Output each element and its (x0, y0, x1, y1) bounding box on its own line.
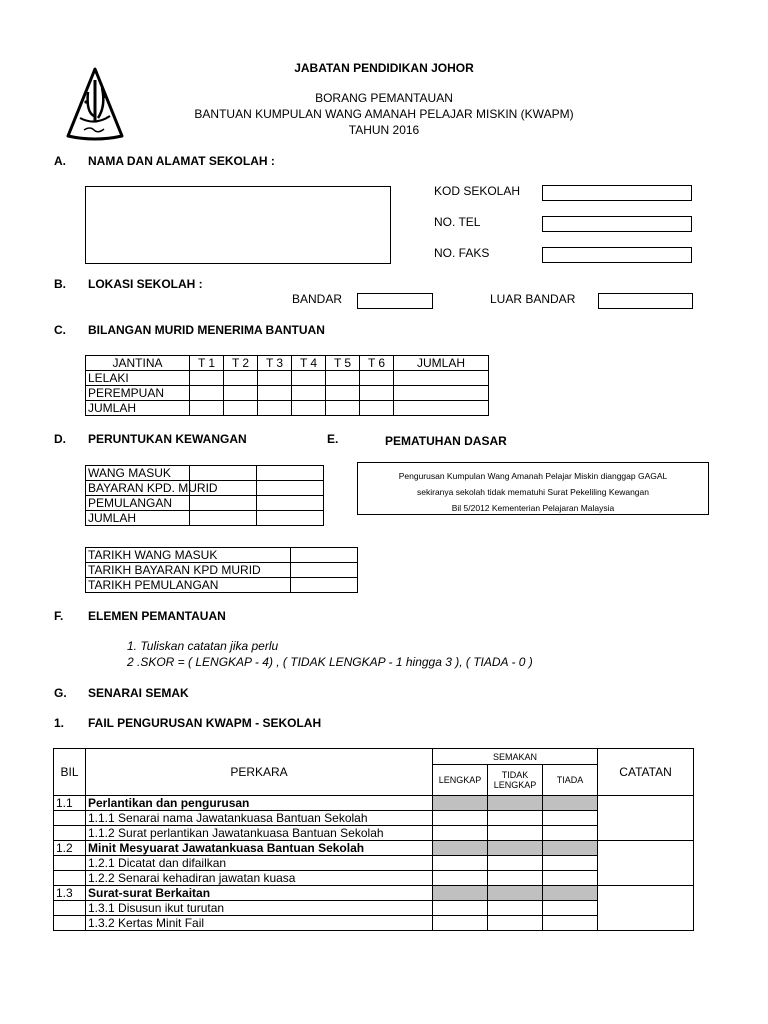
table-row (86, 401, 489, 416)
no-faks-field[interactable] (542, 247, 692, 263)
header-t6: T 6 (360, 356, 394, 371)
table-row (54, 841, 694, 856)
table-row (54, 886, 694, 901)
header-t3: T 3 (258, 356, 292, 371)
section-c-letter: C. (54, 323, 66, 337)
school-name-address-field[interactable] (85, 186, 391, 264)
table-row (54, 811, 694, 826)
section-1-letter: 1. (54, 716, 65, 730)
header-lengkap: LENGKAP (433, 765, 488, 796)
table-row (86, 563, 358, 578)
row-label: TARIKH PEMULANGAN (86, 578, 291, 593)
row-label: BAYARAN KPD. MURID (86, 481, 190, 496)
section-c-title: BILANGAN MURID MENERIMA BANTUAN (88, 323, 325, 337)
header-tidak-lengkap: TIDAK LENGKAP (488, 765, 543, 796)
header-agency: JABATAN PENDIDIKAN JOHOR (294, 61, 474, 75)
header-tiada: TIADA (543, 765, 598, 796)
section-b-letter: B. (54, 277, 66, 291)
no-tel-label: NO. TEL (434, 215, 481, 229)
luar-bandar-checkbox[interactable] (598, 293, 693, 309)
kod-sekolah-field[interactable] (542, 185, 692, 201)
table-row (54, 826, 694, 841)
header-t2: T 2 (224, 356, 258, 371)
compliance-note-line: sekiranya sekolah tidak mematuhi Surat Pekeliling Kewangan (417, 487, 649, 497)
row-text: 1.1.1 Senarai nama Jawatankuasa Bantuan Sekolah (86, 811, 433, 826)
row-label: JUMLAH (86, 401, 190, 416)
section-b-title: LOKASI SEKOLAH : (88, 277, 203, 291)
table-row (86, 481, 324, 496)
row-text: 1.1.2 Surat perlantikan Jawatankuasa Bantuan Sekolah (86, 826, 433, 841)
table-row (86, 386, 489, 401)
section-d-title: PERUNTUKAN KEWANGAN (88, 432, 247, 446)
row-bil (54, 901, 86, 916)
instruction-item: 1. Tuliskan catatan jika perlu (127, 639, 279, 653)
section-d-letter: D. (54, 432, 66, 446)
student-count-table (85, 355, 489, 416)
catatan-cell[interactable] (598, 796, 694, 841)
no-tel-field[interactable] (542, 216, 692, 232)
row-label: PEMULANGAN (86, 496, 190, 511)
row-label: PEREMPUAN (86, 386, 190, 401)
table-row (54, 796, 694, 811)
row-bil (54, 871, 86, 886)
header-form-name: BORANG PEMANTAUAN (315, 91, 453, 105)
finance-dates-table (85, 547, 358, 593)
table-row (86, 511, 324, 526)
section-g-title: SENARAI SEMAK (88, 686, 189, 700)
table-row (86, 496, 324, 511)
row-bil (54, 916, 86, 931)
row-label: LELAKI (86, 371, 190, 386)
kod-sekolah-label: KOD SEKOLAH (434, 184, 521, 198)
row-label: TARIKH BAYARAN KPD MURID (86, 563, 291, 578)
header-jantina: JANTINA (86, 356, 190, 371)
row-bil (54, 856, 86, 871)
no-faks-label: NO. FAKS (434, 246, 490, 260)
section-f-letter: F. (54, 609, 64, 623)
header-t5: T 5 (326, 356, 360, 371)
table-row (54, 916, 694, 931)
compliance-note-box (357, 462, 709, 515)
table-row (54, 871, 694, 886)
table-row (86, 578, 358, 593)
header-year: TAHUN 2016 (348, 123, 420, 137)
section-e-title: PEMATUHAN DASAR (385, 434, 507, 448)
catatan-cell[interactable] (598, 886, 694, 931)
row-bil: 1.2 (54, 841, 86, 856)
header-bil: BIL (54, 749, 86, 796)
bandar-label: BANDAR (292, 292, 343, 306)
header-catatan: CATATAN (598, 749, 694, 796)
row-bil (54, 826, 86, 841)
row-text: 1.3.2 Kertas Minit Fail (86, 916, 433, 931)
row-label: WANG MASUK (86, 466, 190, 481)
table-row (86, 466, 324, 481)
table-row (86, 371, 489, 386)
table-row (54, 856, 694, 871)
row-bil: 1.1 (54, 796, 86, 811)
header-program: BANTUAN KUMPULAN WANG AMANAH PELAJAR MISKIN (KWAPM) (194, 107, 574, 121)
bandar-checkbox[interactable] (357, 293, 433, 309)
row-text: Surat-surat Berkaitan (86, 886, 433, 901)
section-a-letter: A. (54, 154, 66, 168)
header-perkara: PERKARA (86, 749, 433, 796)
section-a-title: NAMA DAN ALAMAT SEKOLAH : (88, 154, 275, 168)
row-text: 1.2.1 Dicatat dan difailkan (86, 856, 433, 871)
section-g-letter: G. (54, 686, 67, 700)
section-e-letter: E. (327, 432, 339, 446)
section-1-title: FAIL PENGURUSAN KWAPM - SEKOLAH (88, 716, 322, 730)
row-label: JUMLAH (86, 511, 190, 526)
section-f-title: ELEMEN PEMANTAUAN (88, 609, 226, 623)
finance-table (85, 465, 324, 526)
header-semakan: SEMAKAN (433, 749, 598, 765)
table-row (86, 548, 358, 563)
checklist-table (53, 748, 694, 931)
table-row (54, 901, 694, 916)
row-bil: 1.3 (54, 886, 86, 901)
row-text: 1.3.1 Disusun ikut turutan (86, 901, 433, 916)
row-bil (54, 811, 86, 826)
header-t4: T 4 (292, 356, 326, 371)
compliance-note-line: Pengurusan Kumpulan Wang Amanah Pelajar Miskin dianggap GAGAL (398, 471, 668, 481)
compliance-note-line: Bil 5/2012 Kementerian Pelajaran Malaysia (451, 503, 615, 513)
row-text: Perlantikan dan pengurusan (86, 796, 433, 811)
catatan-cell[interactable] (598, 841, 694, 886)
header-t1: T 1 (190, 356, 224, 371)
row-text: Minit Mesyuarat Jawatankuasa Bantuan Sekolah (86, 841, 433, 856)
instruction-item: 2 .SKOR = ( LENGKAP - 4) , ( TIDAK LENGKAP - 1 hingga 3 ), ( TIADA - 0 ) (127, 655, 533, 669)
header-jumlah: JUMLAH (394, 356, 489, 371)
row-label: TARIKH WANG MASUK (86, 548, 291, 563)
row-text: 1.2.2 Senarai kehadiran jawatan kuasa (86, 871, 433, 886)
luar-bandar-label: LUAR BANDAR (490, 292, 576, 306)
